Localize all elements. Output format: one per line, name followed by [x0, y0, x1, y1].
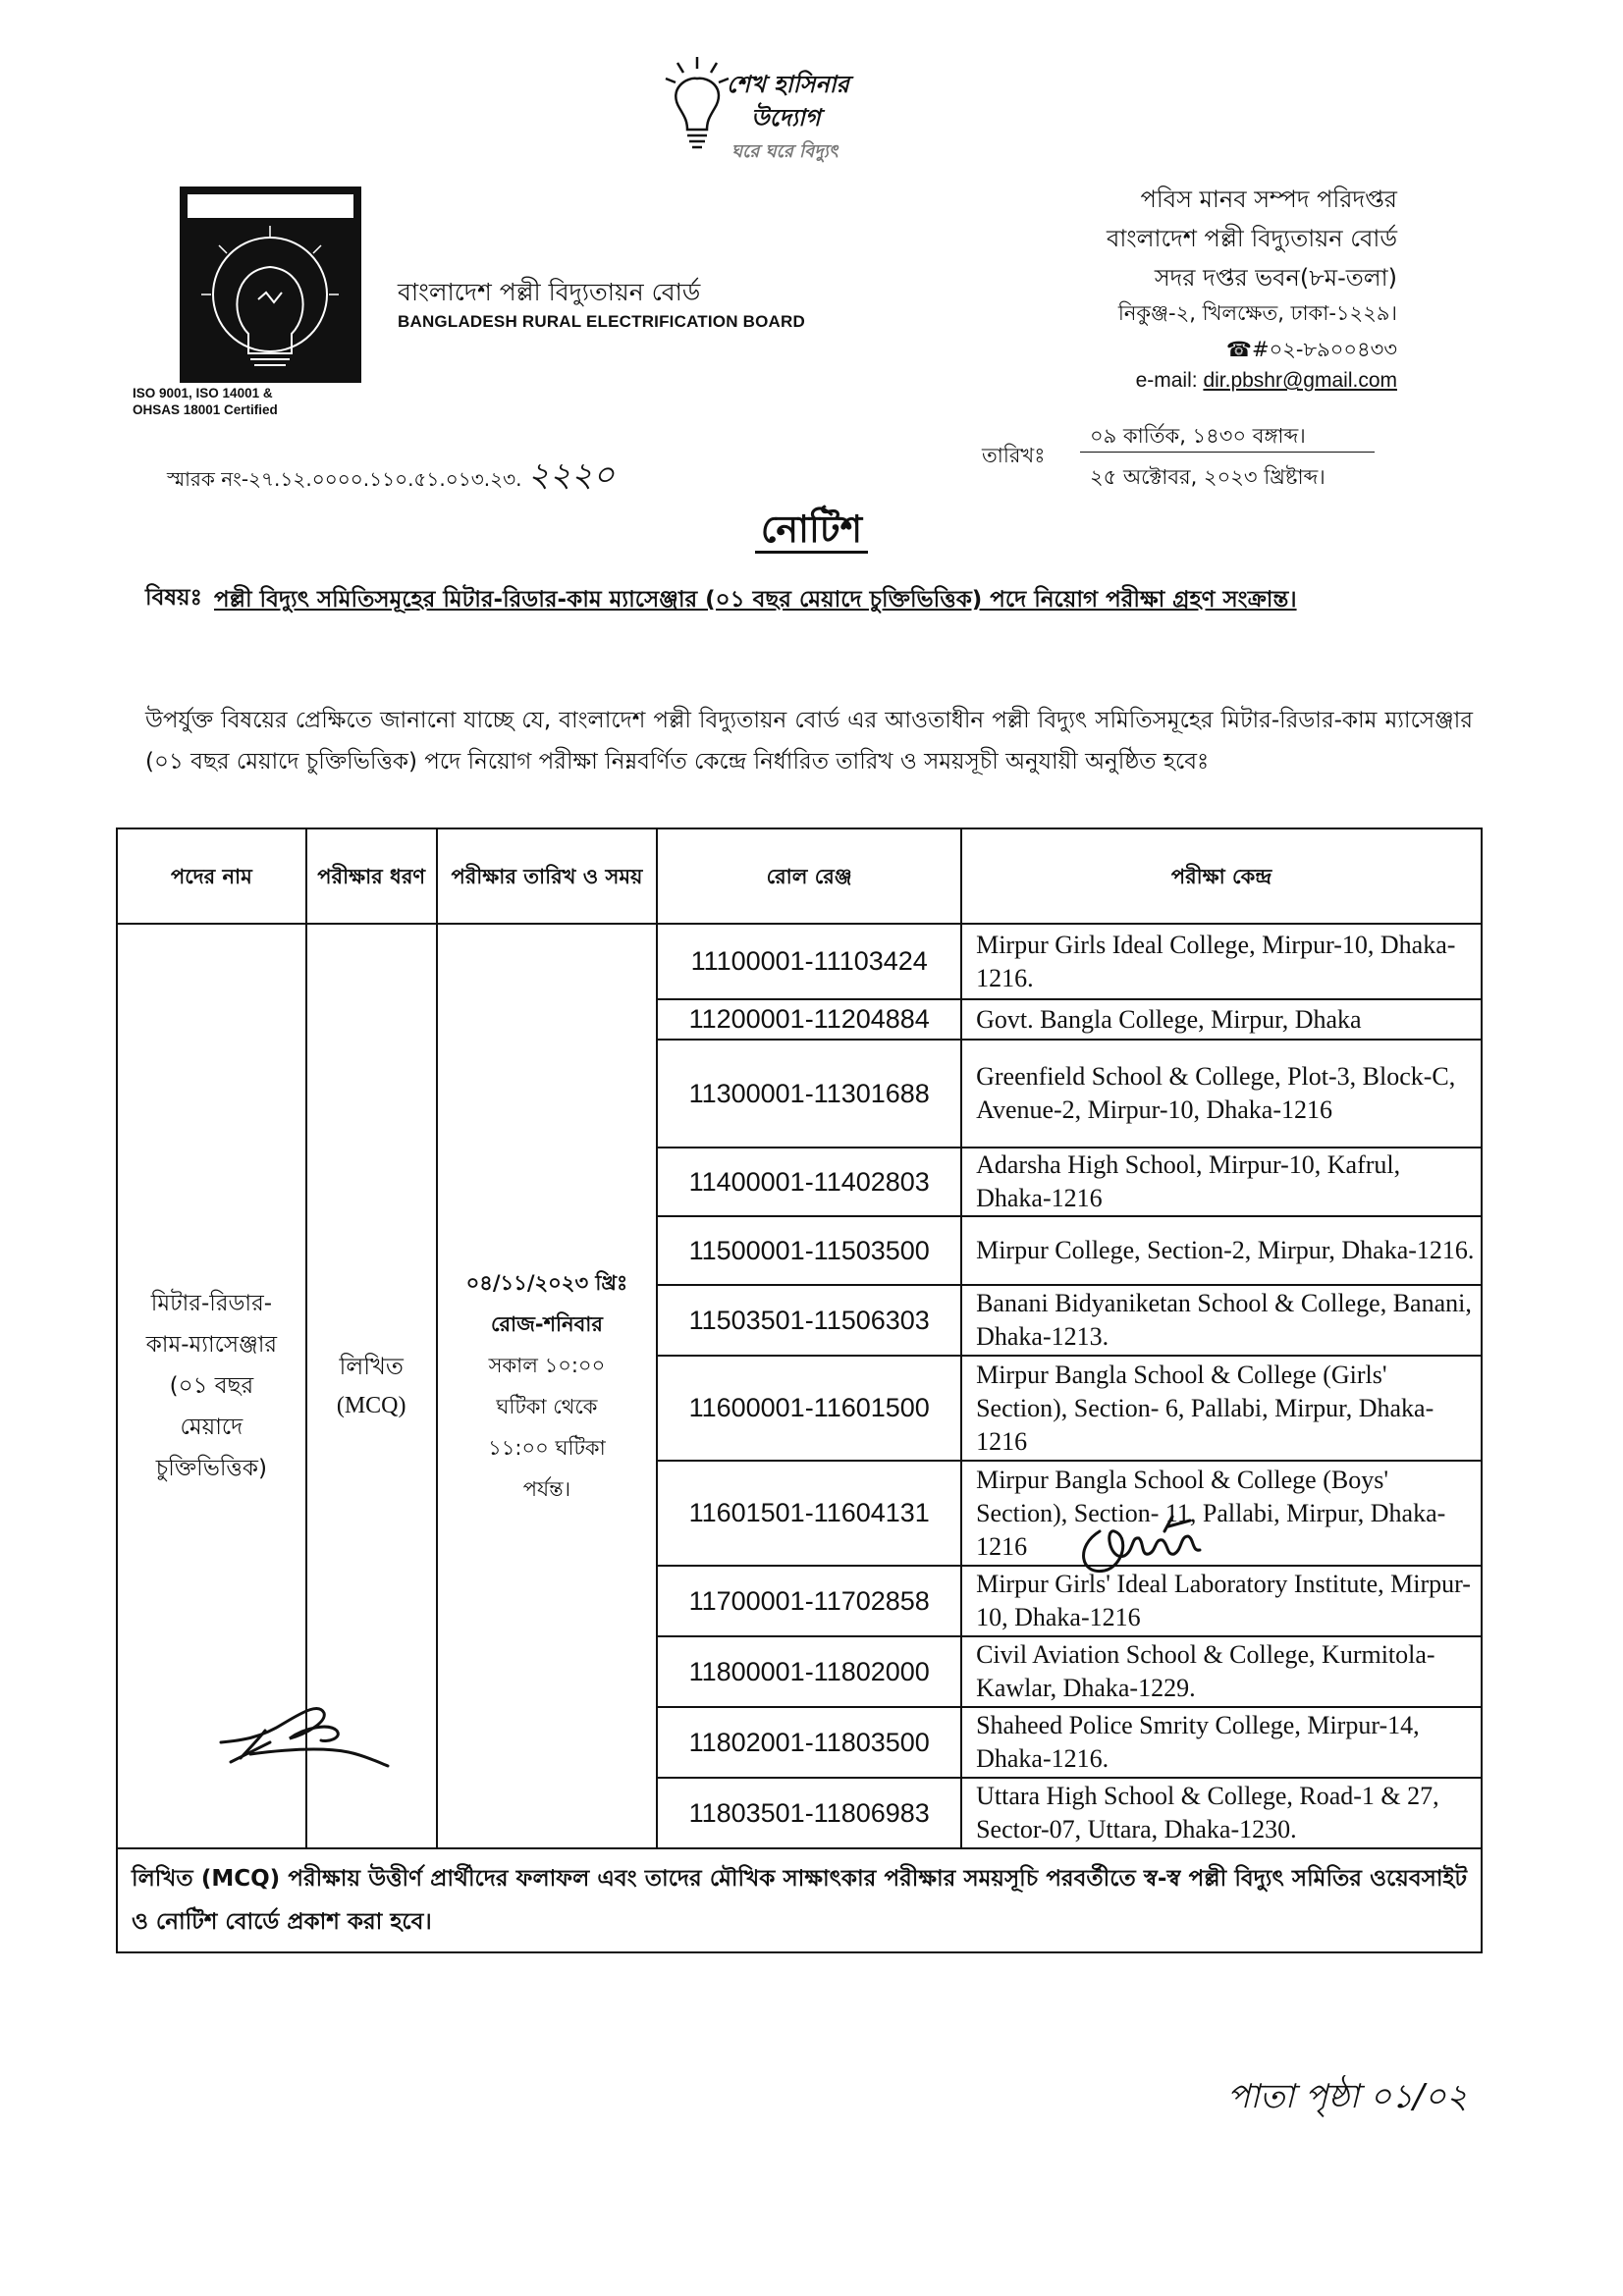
- post-line: কাম-ম্যাসেঞ্জার: [145, 1332, 278, 1358]
- office-line-4: নিকুঞ্জ-২, খিলক্ষেত, ঢাকা-১২২৯।: [1117, 301, 1397, 325]
- datetime-line: ঘটিকা থেকে: [496, 1395, 598, 1418]
- roll-range: 11802001-11803500: [657, 1707, 961, 1778]
- roll-range: 11100001-11103424: [657, 924, 961, 999]
- date-bangla: ০৯ কার্তিক, ১৪৩০ বঙ্গাব্দ।: [1090, 424, 1306, 448]
- datetime-line: ১১:০০ ঘটিকা: [488, 1436, 606, 1460]
- email-link[interactable]: dir.pbshr@gmail.com: [1203, 369, 1397, 392]
- board-name-bangla: বাংলাদেশ পল্লী বিদ্যুতায়ন বোর্ড: [398, 278, 701, 306]
- post-line: (০১ বছর: [169, 1373, 254, 1399]
- certification-line-2: OHSAS 18001 Certified: [133, 402, 278, 417]
- roll-range: 11500001-11503500: [657, 1216, 961, 1285]
- table-header-row: [117, 828, 1482, 924]
- roll-range: 11400001-11402803: [657, 1148, 961, 1216]
- exam-center: Mirpur Bangla School & College (Boys' Section), Section- 11, Pallabi, Mirpur, Dhaka-1216: [961, 1461, 1482, 1566]
- type-line: লিখিত: [339, 1353, 404, 1380]
- exam-center: Mirpur College, Section-2, Mirpur, Dhaka-1216.: [961, 1216, 1482, 1285]
- bulb-icon: [658, 49, 736, 157]
- memo-number: [167, 450, 615, 506]
- email-label: e-mail:: [1135, 369, 1204, 392]
- memo-number-text: স্মারক নং-২৭.১২.০০০০.১১০.৫১.০১৩.২৩.: [167, 467, 522, 491]
- post-line: মেয়াদে: [180, 1415, 243, 1440]
- exam-center: Greenfield School & College, Plot-3, Block-C, Avenue-2, Mirpur-10, Dhaka-1216: [961, 1040, 1482, 1148]
- exam-center: Shaheed Police Smrity College, Mirpur-14, Dhaka-1216.: [961, 1707, 1482, 1778]
- office-line-2: বাংলাদেশ পল্লী বিদ্যুতায়ন বোর্ড: [1106, 225, 1397, 252]
- datetime-line: ০৪/১১/২০২৩ খ্রিঃ: [465, 1271, 628, 1295]
- exam-center: Uttara High School & College, Road-1 & 27, Sector-07, Uttara, Dhaka-1230.: [961, 1778, 1482, 1848]
- roll-range: 11300001-11301688: [657, 1040, 961, 1148]
- office-phone: ☎#০২-৮৯০০৪৩৩: [1225, 338, 1397, 361]
- office-email: [1136, 369, 1397, 393]
- datetime-line: পর্যন্ত।: [522, 1477, 571, 1501]
- roll-range: 11800001-11802000: [657, 1636, 961, 1707]
- exam-center: Mirpur Bangla School & College (Girls' Section), Section- 6, Pallabi, Mirpur, Dhaka-1216: [961, 1356, 1482, 1461]
- table-footnote: লিখিত (MCQ) পরীক্ষায় উত্তীর্ণ প্রার্থীদের ফলাফল এবং তাদের মৌখিক সাক্ষাৎকার পরীক্ষার সময়সূচি পরবর্তীতে স্ব-স্ব পল্লী বিদ্যুৎ সমিতির ওয়েবসাইট ও নোটিশ বোর্ডে প্রকাশ করা হবে।: [117, 1848, 1482, 1952]
- subject-text: পল্লী বিদ্যুৎ সমিতিসমূহের মিটার-রিডার-কাম ম্যাসেঞ্জার (০১ বছর মেয়াদে চুক্তিভিত্তিক) পদে নিয়োগ পরীক্ষা গ্রহণ সংক্রান্ত।: [214, 587, 1297, 613]
- table-row: [117, 924, 1482, 999]
- header-post: পদের নাম: [117, 828, 306, 924]
- office-line-3: সদর দপ্তর ভবন(৮ম-তলা): [1154, 264, 1397, 292]
- notice-title: [0, 501, 1623, 563]
- exam-center: Banani Bidyaniketan School & College, Banani, Dhaka-1213.: [961, 1285, 1482, 1356]
- table-footnote-row: [117, 1848, 1482, 1952]
- datetime-line: সকাল ১০:০০: [488, 1354, 606, 1377]
- page-number: পাতা পৃষ্ঠা ০১/০২: [1227, 2077, 1468, 2116]
- office-line-1: পবিস মানব সম্পদ পরিদপ্তর: [1140, 186, 1397, 213]
- board-emblem-logo: [180, 187, 361, 383]
- intro-paragraph: উপর্যুক্ত বিষয়ের প্রেক্ষিতে জানানো যাচ্ছে যে, বাংলাদেশ পল্লী বিদ্যুতায়ন বোর্ড এর আওতাধীন পল্লী বিদ্যুৎ সমিতিসমূহের মিটার-রিডার-কাম ম্যাসেঞ্জার (০১ বছর মেয়াদে চুক্তিভিত্তিক) পদে নিয়োগ পরীক্ষা নিম্নবর্ণিত কেন্দ্রে নির্ধারিত তারিখ ও সময়সূচী অনুযায়ী অনুষ্ঠিত হবেঃ: [145, 708, 1473, 774]
- campaign-logo: [658, 49, 913, 162]
- header-type: পরীক্ষার ধরণ: [306, 828, 437, 924]
- campaign-line-1: শেখ হাসিনার: [727, 71, 849, 98]
- roll-range: 11803501-11806983: [657, 1778, 961, 1848]
- exam-center: Civil Aviation School & College, Kurmitola-Kawlar, Dhaka-1229.: [961, 1636, 1482, 1707]
- roll-range: 11601501-11604131: [657, 1461, 961, 1566]
- roll-range: 11200001-11204884: [657, 999, 961, 1040]
- header-center: পরীক্ষা কেন্দ্র: [961, 828, 1482, 924]
- datetime-line: রোজ-শনিবার: [490, 1312, 603, 1336]
- roll-range: 11700001-11702858: [657, 1566, 961, 1636]
- board-name-english: BANGLADESH RURAL ELECTRIFICATION BOARD: [398, 312, 805, 331]
- exam-center: Govt. Bangla College, Mirpur, Dhaka: [961, 999, 1482, 1040]
- date-divider: [1080, 452, 1375, 453]
- memo-handwritten-number: ২২২০: [527, 455, 615, 495]
- post-line: চুক্তিভিত্তিক): [155, 1456, 267, 1481]
- header-datetime: পরীক্ষার তারিখ ও সময়: [437, 828, 658, 924]
- exam-center: Mirpur Girls' Ideal Laboratory Institute, Mirpur-10, Dhaka-1216: [961, 1566, 1482, 1636]
- exam-center: Adarsha High School, Mirpur-10, Kafrul, Dhaka-1216: [961, 1148, 1482, 1216]
- signature-right: [1070, 1477, 1217, 1585]
- roll-range: 11503501-11506303: [657, 1285, 961, 1356]
- subject-label: বিষয়ঃ: [145, 585, 202, 611]
- exam-datetime-cell: [437, 924, 658, 1848]
- certification: [133, 385, 278, 418]
- exam-schedule-table: [116, 828, 1483, 1953]
- notice-title-text: নোটিশ: [755, 507, 868, 554]
- certification-line-1: ISO 9001, ISO 14001 &: [133, 386, 273, 400]
- header-roll: রোল রেঞ্জ: [657, 828, 961, 924]
- exam-center: Mirpur Girls Ideal College, Mirpur-10, Dhaka-1216.: [961, 924, 1482, 999]
- campaign-line-3: ঘরে ঘরে বিদ্যুৎ: [731, 141, 839, 162]
- type-line: (MCQ): [336, 1393, 406, 1418]
- campaign-line-2: উদ্যোগ: [751, 104, 821, 132]
- date-gregorian: ২৫ অক্টোবর, ২০২৩ খ্রিষ্টাব্দ।: [1090, 465, 1325, 489]
- roll-range: 11600001-11601500: [657, 1356, 961, 1461]
- date-label: তারিখঃ: [982, 444, 1046, 467]
- post-line: মিটার-রিডার-: [150, 1291, 273, 1316]
- signature-left: [211, 1683, 398, 1777]
